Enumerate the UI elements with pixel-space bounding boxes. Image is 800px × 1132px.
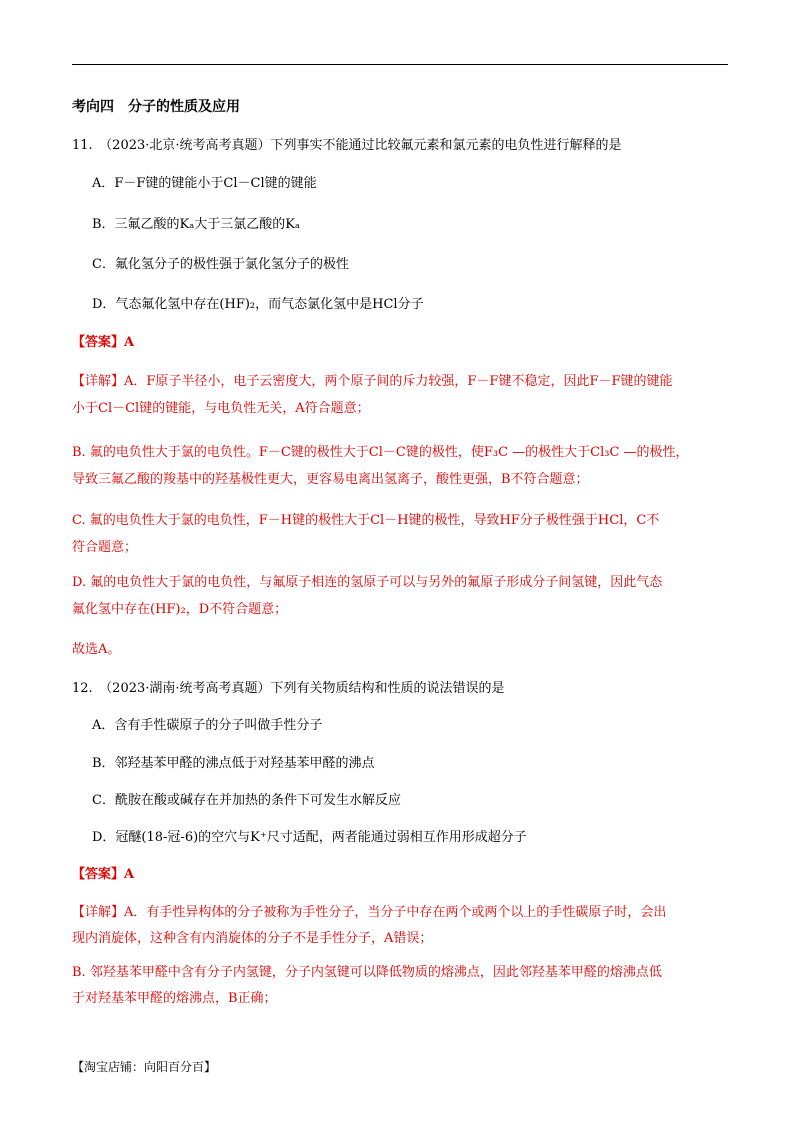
q11-explanation-line: 符合题意； xyxy=(72,540,138,555)
q12-option-c: C．酰胺在酸或碱存在并加热的条件下可发生水解反应 xyxy=(92,793,401,808)
q11-explanation-line: 导致三氟乙酸的羧基中的羟基极性更大，更容易电离出氢离子，酸性更强，B不符合题意； xyxy=(72,472,589,487)
q12-explanation-line: B. 邻羟基苯甲醛中含有分子内氢键，分子内氢键可以降低物质的熔沸点，因此邻羟基苯甲醛的熔沸点低 xyxy=(72,965,662,980)
header-rule xyxy=(72,64,728,65)
q11-answer: 【答案】A xyxy=(72,335,135,350)
q11-option-c: C．氟化氢分子的极性强于氯化氢分子的极性 xyxy=(92,257,349,272)
q11-explanation-line: C. 氟的电负性大于氯的电负性，F－H键的极性大于Cl－H键的极性，导致HF分子极性强于HCl，C不 xyxy=(72,513,660,528)
q12-explanation-line: 【详解】A．有手性异构体的分子被称为手性分子，当分子中存在两个或两个以上的手性碳原子时，会出 xyxy=(72,905,667,920)
q12-option-d: D．冠醚(18-冠-6)的空穴与K⁺尺寸适配，两者能通过弱相互作用形成超分子 xyxy=(92,830,527,845)
q12-explanation-line: 于对羟基苯甲醛的熔沸点，B正确； xyxy=(72,991,277,1006)
q11-explanation-line: B. 氟的电负性大于氯的电负性。F－C键的极性大于Cl－C键的极性，使F₃C —的极性大于Cl₃C —的极性， xyxy=(72,445,689,460)
q11-option-b: B．三氟乙酸的Kₐ大于三氯乙酸的Kₐ xyxy=(92,217,301,232)
q11-option-a: A．F－F键的键能小于Cl－Cl键的键能 xyxy=(92,176,317,191)
q11-option-d: D．气态氟化氢中存在(HF)₂，而气态氯化氢中是HCl分子 xyxy=(92,297,424,312)
q12-explanation-line: 现内消旋体，这种含有内消旋体的分子不是手性分子，A错误； xyxy=(72,931,433,946)
q12-option-b: B．邻羟基苯甲醛的沸点低于对羟基苯甲醛的沸点 xyxy=(92,756,375,771)
question-11-stem: 11. （2023·北京·统考高考真题）下列事实不能通过比较氟元素和氯元素的电负性进行解释的是 xyxy=(72,138,622,153)
q11-explanation-line: 氟化氢中存在(HF)₂，D不符合题意； xyxy=(72,602,288,617)
question-12-stem: 12. （2023·湖南·统考高考真题）下列有关物质结构和性质的说法错误的是 xyxy=(72,681,505,696)
q12-answer: 【答案】A xyxy=(72,867,135,882)
q12-option-a: A．含有手性碳原子的分子叫做手性分子 xyxy=(92,718,323,733)
q11-explanation-line: 小于Cl－Cl键的键能，与电负性无关，A符合题意； xyxy=(72,401,370,416)
q11-explanation-line: 【详解】A．F原子半径小，电子云密度大，两个原子间的斥力较强，F－F键不稳定，因此F－F键的键能 xyxy=(72,374,673,389)
q11-explanation-line: D. 氟的电负性大于氯的电负性，与氟原子相连的氢原子可以与另外的氟原子形成分子间氢键，因此气态 xyxy=(72,575,663,590)
section-title: 考向四 分子的性质及应用 xyxy=(72,99,240,115)
footer-shop-label: 【淘宝店铺：向阳百分百】 xyxy=(72,1060,217,1074)
q11-conclusion: 故选A。 xyxy=(72,642,121,657)
